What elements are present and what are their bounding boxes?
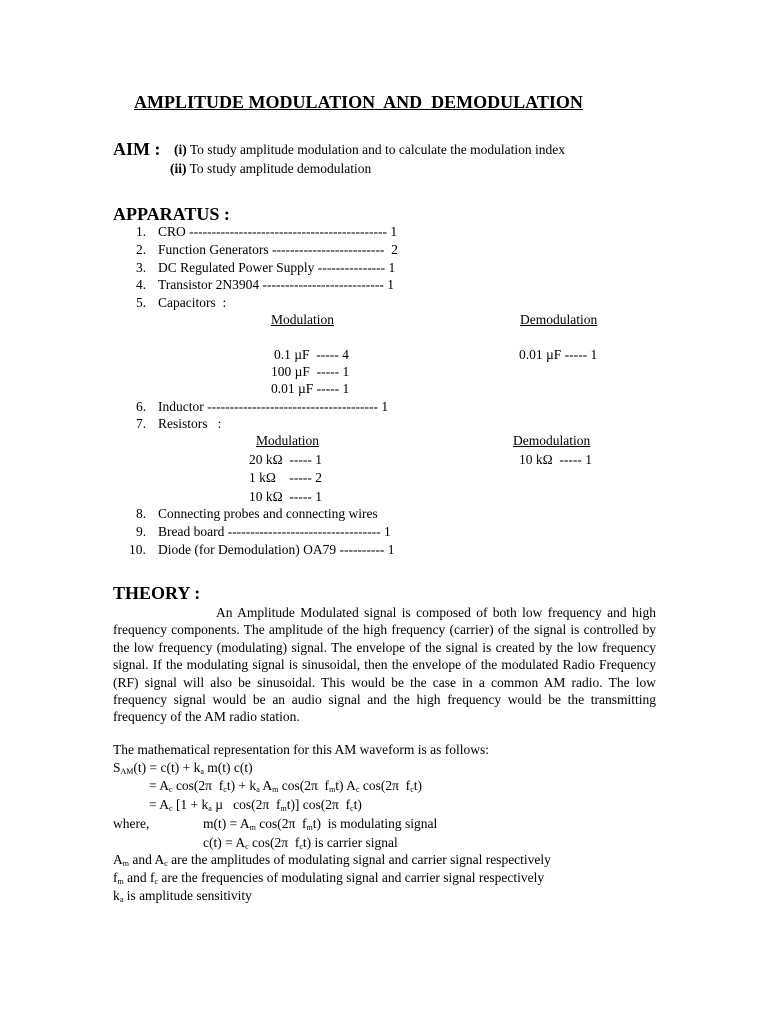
aim-item-2 <box>170 162 371 176</box>
aim-heading: AIM : <box>113 139 161 159</box>
aim-item-2-num: (ii) <box>170 161 187 176</box>
theory-body <box>113 604 656 726</box>
capacitor-modulation-header: Modulation <box>271 312 334 327</box>
list-item: Capacitors : <box>158 295 227 310</box>
equation-2: = $A_c$ cos(2π $f_ct) + k_a$ $A_m$ cos(2π $f_mt$) $A_c$ cos(2π $f_ct$) <box>149 778 422 794</box>
theory-paragraph-text: An Amplitude Modulated signal is composed of both low frequency and high frequency components. The amplitude of the high frequency (carrier) of the signal is controlled by the low frequency (modulating) signal. The envelope of the signal is created by the low frequency signal. If the modulating signal is sinusoidal, then the envelope of the modulated Radio Frequency (RF) signal will also be sinusoidal. This would be the case in a common AM radio. The low frequency signal would be an audio signal and the high frequency would be the transmitting frequency of the AM radio station. <box>113 605 656 725</box>
capacitor-modulation-value: 0.1 µF ----- 4 <box>274 347 349 362</box>
where-label: where, <box>113 816 150 831</box>
list-item-num: 7. <box>136 416 147 431</box>
equation-3: = $A_c$ [$1 + k_a$ µ cos(2π $f_mt$)] cos(2π $f_ct$) <box>149 797 362 813</box>
list-item: Transistor 2N3904 --------------------------- 1 <box>158 277 395 292</box>
list-item: Function Generators ------------------------- 2 <box>158 242 398 257</box>
resistor-modulation-value: 10 kΩ ----- 1 <box>249 489 323 504</box>
aim-item-1-text: To study amplitude modulation and to calculate the modulation index <box>186 142 565 157</box>
list-item: Inductor -------------------------------------- 1 <box>158 399 389 414</box>
list-item-num: 6. <box>136 399 147 414</box>
capacitor-modulation-value: 100 µF ----- 1 <box>271 364 350 379</box>
capacitor-demodulation-header: Demodulation <box>520 312 598 327</box>
list-item-num: 9. <box>136 524 147 539</box>
aim-item-2-text: To study amplitude demodulation <box>186 161 372 176</box>
list-item-num: 3. <box>136 260 147 275</box>
capacitor-demodulation-value: 0.01 µF ----- 1 <box>519 347 598 362</box>
aim-item-1 <box>174 143 565 157</box>
equation-1: $S_{AM}(t) = c(t) + k_a$ m(t) c(t) <box>113 760 253 776</box>
theory-paragraph <box>113 604 656 726</box>
list-item-num: 5. <box>136 295 147 310</box>
resistor-modulation-header: Modulation <box>256 433 319 448</box>
aim-item-1-num: (i) <box>174 142 187 157</box>
list-item: DC Regulated Power Supply --------------- 1 <box>158 260 396 275</box>
sensitivity-definition: $k_a$ is amplitude sensitivity <box>113 888 252 904</box>
resistor-demodulation-header: Demodulation <box>513 433 591 448</box>
resistor-modulation-value: 20 kΩ ----- 1 <box>249 452 323 467</box>
list-item: Connecting probes and connecting wires <box>158 506 378 521</box>
apparatus-heading: APPARATUS : <box>113 204 230 224</box>
resistor-modulation-value: 1 kΩ ----- 2 <box>249 470 323 485</box>
frequency-definition: $f_m$ and $f_c$ are the frequencies of modulating signal and carrier signal respectively <box>113 870 545 886</box>
list-item-num: 2. <box>136 242 147 257</box>
modulating-signal-definition: $m(t) = A_m$ cos(2π $f_mt$) is modulating signal <box>203 816 438 832</box>
capacitor-modulation-value: 0.01 µF ----- 1 <box>271 381 350 396</box>
list-item: Diode (for Demodulation) OA79 ---------- 1 <box>158 542 395 557</box>
list-item-num: 4. <box>136 277 147 292</box>
list-item: Bread board ---------------------------------- 1 <box>158 524 391 539</box>
list-item-num: 10. <box>129 542 146 557</box>
list-item-num: 8. <box>136 506 147 521</box>
carrier-signal-definition: $c(t) = A_c$ cos(2π $f_ct$) is carrier signal <box>203 835 398 851</box>
math-intro: The mathematical representation for this AM waveform is as follows: <box>113 742 490 757</box>
list-item: CRO -------------------------------------------- 1 <box>158 224 398 239</box>
resistor-demodulation-value: 10 kΩ ----- 1 <box>519 452 593 467</box>
amplitude-definition: $A_m$ and $A_c$ are the amplitudes of modulating signal and carrier signal respectively <box>113 852 551 868</box>
page-title: AMPLITUDE MODULATION AND DEMODULATION <box>134 92 583 112</box>
list-item: Resistors : <box>158 416 222 431</box>
list-item-num: 1. <box>136 224 147 239</box>
theory-heading: THEORY : <box>113 583 201 603</box>
